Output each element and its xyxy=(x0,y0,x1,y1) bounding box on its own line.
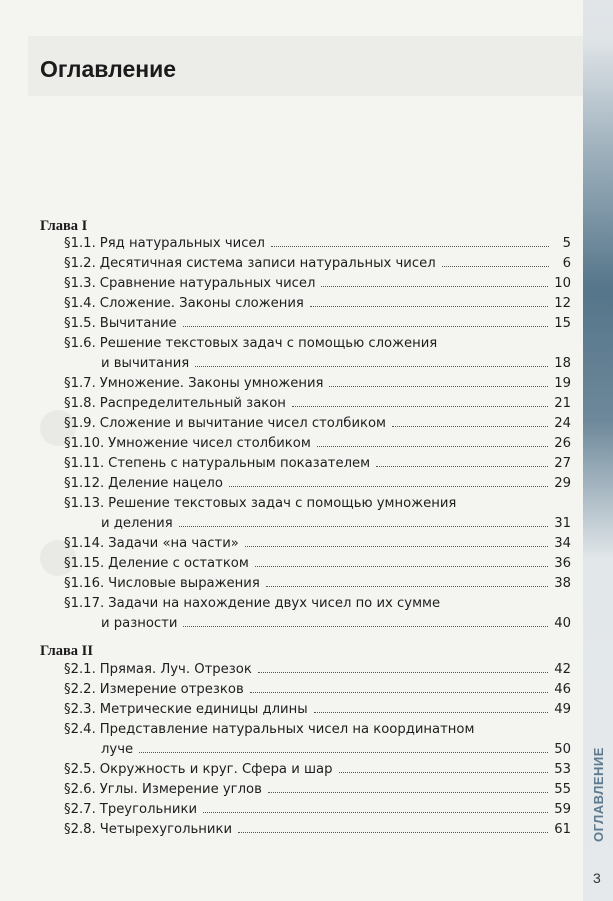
dot-leader xyxy=(195,365,548,367)
page-number: 3 xyxy=(593,870,601,886)
dot-leader xyxy=(245,545,548,547)
dot-leader xyxy=(292,405,548,407)
toc-entry[interactable] xyxy=(64,274,571,294)
section-title: Умножение. Законы умножения xyxy=(99,376,324,391)
chapter-heading: Глава II xyxy=(40,643,93,659)
section-page: 61 xyxy=(554,822,571,837)
toc-entry[interactable] xyxy=(64,554,571,574)
section-title: Степень с натуральным показателем xyxy=(108,456,371,471)
toc-entry[interactable] xyxy=(64,234,571,254)
section-title-continuation: и разности xyxy=(101,616,178,631)
section-number: §1.10. xyxy=(64,436,105,451)
section-page: 53 xyxy=(554,762,571,777)
section-page: 46 xyxy=(554,682,571,697)
section-number: §1.2. xyxy=(64,256,96,271)
section-title: Десятичная система записи натуральных чисел xyxy=(99,256,436,271)
section-title: Метрические единицы длины xyxy=(99,702,308,717)
page-title: Оглавление xyxy=(40,56,177,82)
section-number: §2.1. xyxy=(64,662,96,677)
section-title: Деление нацело xyxy=(108,476,223,491)
side-tab-label: ОГЛАВЛЕНИЕ xyxy=(591,747,606,843)
section-number: §1.13. xyxy=(64,496,105,511)
section-page: 40 xyxy=(554,616,571,631)
section-number: §1.12. xyxy=(64,476,105,491)
dot-leader xyxy=(139,751,548,753)
section-page: 6 xyxy=(562,256,571,271)
dot-leader xyxy=(376,465,548,467)
section-number: §1.7. xyxy=(64,376,96,391)
dot-leader xyxy=(250,691,548,693)
dot-leader xyxy=(392,425,548,427)
section-title: Сложение и вычитание чисел столбиком xyxy=(99,416,386,431)
toc-entry[interactable] xyxy=(64,374,571,394)
toc-entry[interactable] xyxy=(64,720,571,760)
toc-entry[interactable] xyxy=(64,700,571,720)
section-title: Треугольники xyxy=(99,802,198,817)
section-page: 29 xyxy=(554,476,571,491)
section-number: §2.4. xyxy=(64,722,96,737)
section-page: 21 xyxy=(554,396,571,411)
section-number: §1.15. xyxy=(64,556,105,571)
dot-leader xyxy=(271,245,549,247)
section-number: §2.8. xyxy=(64,822,96,837)
section-page: 12 xyxy=(554,296,571,311)
section-title: Решение текстовых задач с помощью умножения xyxy=(108,496,457,511)
section-page: 34 xyxy=(554,536,571,551)
section-title: Умножение чисел столбиком xyxy=(108,436,311,451)
section-page: 27 xyxy=(554,456,571,471)
section-title: Четырехугольники xyxy=(99,822,233,837)
section-title: Сложение. Законы сложения xyxy=(99,296,304,311)
dot-leader xyxy=(339,771,549,773)
section-number: §1.6. xyxy=(64,336,96,351)
section-title: Прямая. Луч. Отрезок xyxy=(99,662,252,677)
toc-entry[interactable] xyxy=(64,574,571,594)
section-page: 49 xyxy=(554,702,571,717)
section-page: 38 xyxy=(554,576,571,591)
section-title: Распределительный закон xyxy=(99,396,286,411)
dot-leader xyxy=(258,671,548,673)
section-title: Представление натуральных чисел на координатном xyxy=(99,722,475,737)
section-title: Окружность и круг. Сфера и шар xyxy=(99,762,333,777)
dot-leader xyxy=(183,625,548,627)
section-page: 59 xyxy=(554,802,571,817)
section-title-continuation: луче xyxy=(101,742,134,757)
section-number: §1.9. xyxy=(64,416,96,431)
section-page: 42 xyxy=(554,662,571,677)
section-number: §1.8. xyxy=(64,396,96,411)
section-number: §2.6. xyxy=(64,782,96,797)
section-number: §2.3. xyxy=(64,702,96,717)
section-title: Вычитание xyxy=(99,316,177,331)
toc-entry[interactable] xyxy=(64,434,571,454)
section-page: 36 xyxy=(554,556,571,571)
section-number: §1.5. xyxy=(64,316,96,331)
section-title: Сравнение натуральных чисел xyxy=(99,276,316,291)
section-page: 5 xyxy=(562,236,571,251)
toc-entry[interactable] xyxy=(64,314,571,334)
toc-entry[interactable] xyxy=(64,334,571,374)
section-title: Измерение отрезков xyxy=(99,682,244,697)
section-title: Задачи «на части» xyxy=(108,536,239,551)
section-number: §1.14. xyxy=(64,536,105,551)
toc-entry[interactable] xyxy=(64,680,571,700)
section-title: Задачи на нахождение двух чисел по их сумме xyxy=(108,596,441,611)
toc-entry[interactable] xyxy=(64,454,571,474)
dot-leader xyxy=(321,285,548,287)
chapter-heading: Глава I xyxy=(40,218,88,234)
section-number: §1.11. xyxy=(64,456,105,471)
section-page: 26 xyxy=(554,436,571,451)
section-title: Решение текстовых задач с помощью сложения xyxy=(99,336,438,351)
toc-entry[interactable] xyxy=(64,294,571,314)
dot-leader xyxy=(317,445,548,447)
toc-entry[interactable] xyxy=(64,534,571,554)
toc-entry[interactable] xyxy=(64,820,571,840)
toc-entry[interactable] xyxy=(64,594,571,634)
section-page: 19 xyxy=(554,376,571,391)
section-page: 55 xyxy=(554,782,571,797)
section-page: 18 xyxy=(554,356,571,371)
dot-leader xyxy=(229,485,548,487)
toc-entry[interactable] xyxy=(64,780,571,800)
section-number: §1.3. xyxy=(64,276,96,291)
toc-entry[interactable] xyxy=(64,800,571,820)
section-title: Деление с остатком xyxy=(108,556,249,571)
section-title-continuation: и деления xyxy=(101,516,173,531)
toc-entry[interactable] xyxy=(64,474,571,494)
section-number: §2.5. xyxy=(64,762,96,777)
section-page: 50 xyxy=(554,742,571,757)
dot-leader xyxy=(238,831,548,833)
section-number: §1.1. xyxy=(64,236,96,251)
dot-leader xyxy=(310,305,548,307)
section-page: 10 xyxy=(554,276,571,291)
section-page: 15 xyxy=(554,316,571,331)
dot-leader xyxy=(203,811,548,813)
section-title: Ряд натуральных чисел xyxy=(99,236,265,251)
section-number: §2.7. xyxy=(64,802,96,817)
section-title: Числовые выражения xyxy=(108,576,260,591)
section-number: §1.17. xyxy=(64,596,105,611)
toc-entry[interactable] xyxy=(64,660,571,680)
toc-entry[interactable] xyxy=(64,760,571,780)
section-title-continuation: и вычитания xyxy=(101,356,190,371)
dot-leader xyxy=(183,325,549,327)
section-title: Углы. Измерение углов xyxy=(99,782,262,797)
section-number: §2.2. xyxy=(64,682,96,697)
dot-leader xyxy=(268,791,548,793)
dot-leader xyxy=(179,525,549,527)
section-number: §1.4. xyxy=(64,296,96,311)
dot-leader xyxy=(329,385,548,387)
toc-entry[interactable] xyxy=(64,394,571,414)
section-page: 24 xyxy=(554,416,571,431)
toc-entry[interactable] xyxy=(64,494,571,534)
toc-entry[interactable] xyxy=(64,414,571,434)
dot-leader xyxy=(442,265,549,267)
toc-entry[interactable] xyxy=(64,254,571,274)
section-page: 31 xyxy=(554,516,571,531)
dot-leader xyxy=(255,565,548,567)
dot-leader xyxy=(266,585,548,587)
dot-leader xyxy=(314,711,549,713)
section-number: §1.16. xyxy=(64,576,105,591)
